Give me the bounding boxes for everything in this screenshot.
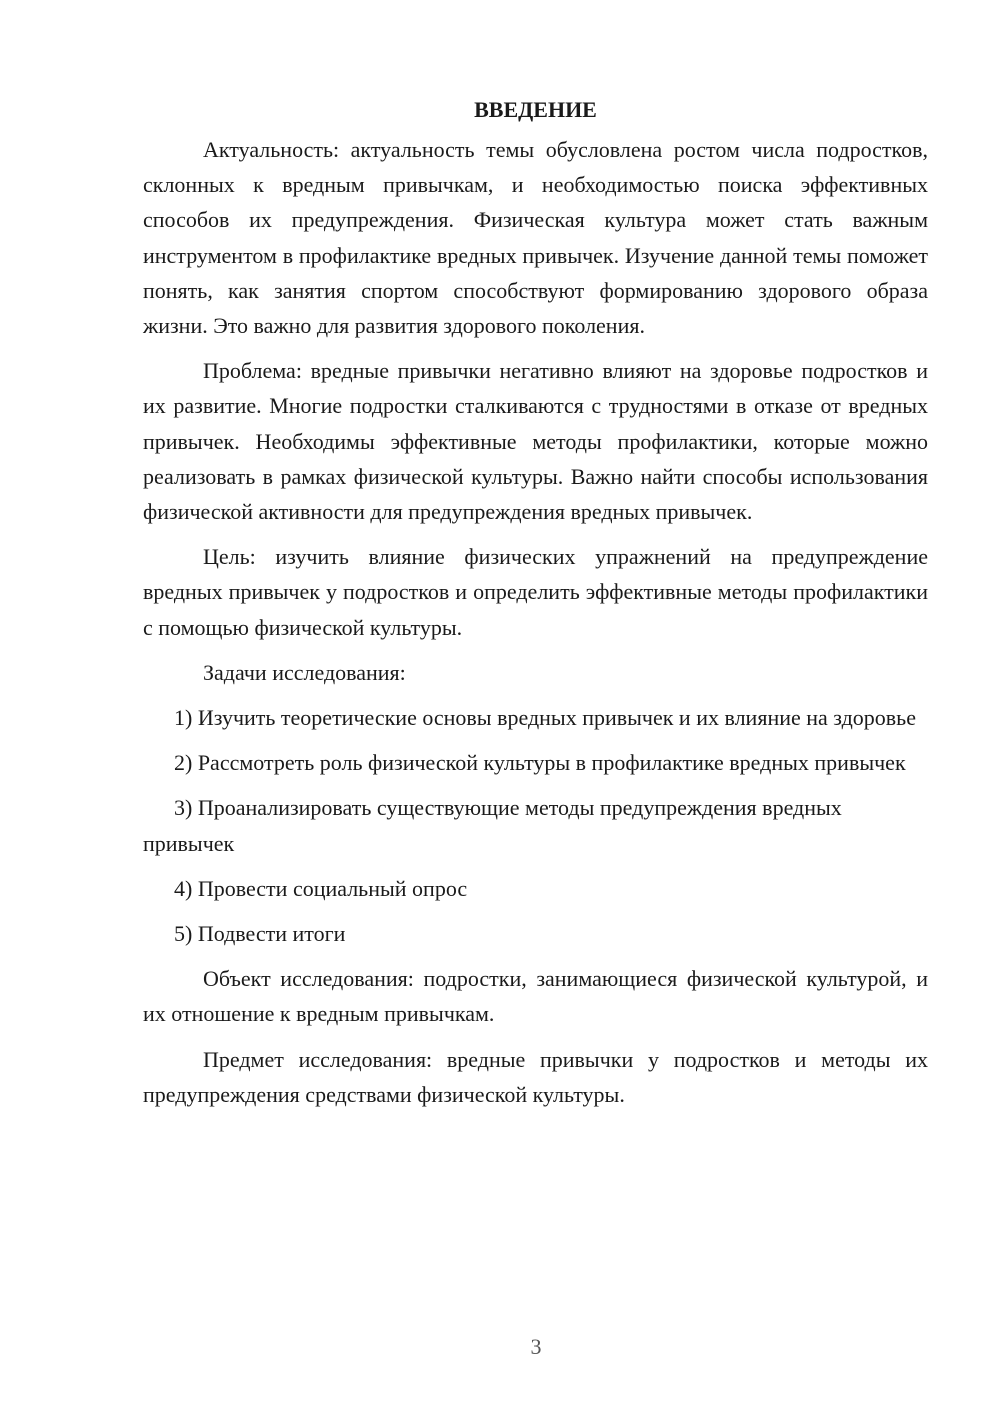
relevance-paragraph: Актуальность: актуальность темы обусловлена ростом числа подростков, склонных к вредным привычкам, и необходимостью поиска эффективных способов их предупреждения. Физическая культура может стать важным инструментом в профилактике вредных привычек. Изучение данной темы поможет понять, как занятия спортом способствуют формированию здорового образа жизни. Это важно для развития здорового поколения. (143, 137, 928, 339)
object-paragraph: Объект исследования: подростки, занимающиеся физической культурой, и их отношение к вредным привычкам. (143, 966, 928, 1027)
tasks-title: Задачи исследования: (203, 659, 406, 685)
task-item-3: 3) Проанализировать существующие методы предупреждения вредных привычек (143, 795, 842, 856)
page-heading: ВВЕДЕНИЕ (474, 97, 597, 122)
task-item-2: 2) Рассмотреть роль физической культуры в профилактике вредных привычек (174, 750, 906, 776)
task-item-1: 1) Изучить теоретические основы вредных привычек и их влияние на здоровье (174, 705, 916, 731)
task-item-5: 5) Подвести итоги (174, 921, 346, 947)
problem-paragraph: Проблема: вредные привычки негативно влияют на здоровье подростков и их развитие. Многие подростки сталкиваются с трудностями в отказе от вредных привычек. Необходимы эффективные методы профилактики, которые можно реализовать в рамках физической культуры. Важно найти способы использования физической активности для предупреждения вредных привычек. (143, 358, 928, 525)
goal-paragraph: Цель: изучить влияние физических упражнений на предупреждение вредных привычек у подростков и определить эффективные методы профилактики с помощью физической культуры. (143, 544, 928, 640)
page-number: 3 (530, 1334, 542, 1359)
document-page (143, 92, 928, 1122)
subject-paragraph: Предмет исследования: вредные привычки у подростков и методы их предупреждения средствами физической культуры. (143, 1046, 928, 1107)
task-item-4: 4) Провести социальный опрос (174, 875, 468, 901)
